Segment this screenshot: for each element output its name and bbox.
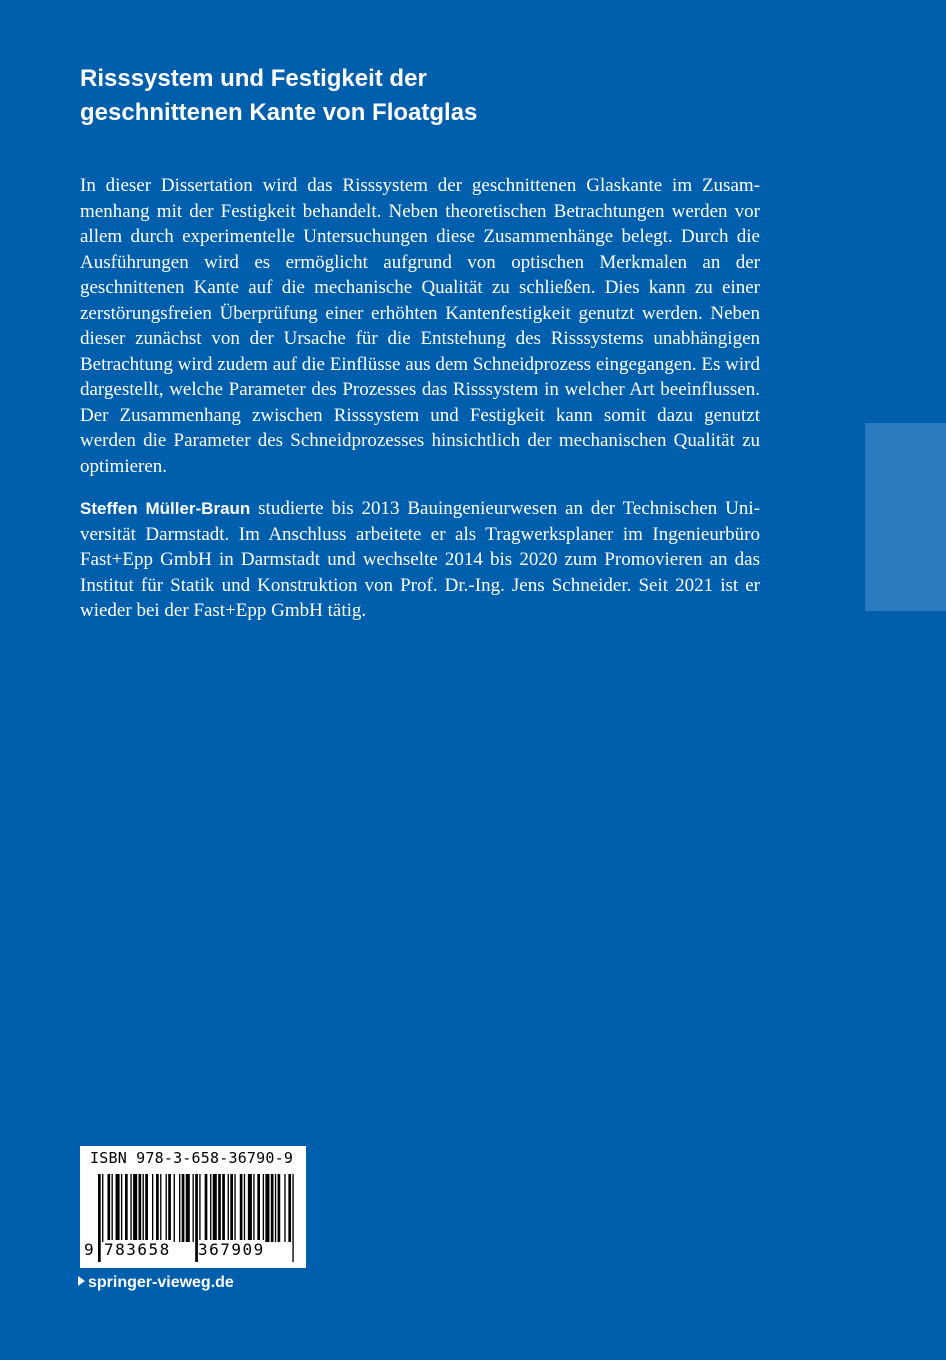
- barcode-bar: [244, 1174, 245, 1242]
- barcode-bar: [234, 1174, 235, 1242]
- barcode-digits-right: 367909: [198, 1240, 265, 1259]
- barcode-bar: [263, 1174, 264, 1242]
- barcode-bar: [193, 1174, 194, 1242]
- barcode-bar: [257, 1174, 260, 1242]
- barcode-bar: [166, 1174, 167, 1242]
- barcode-bar: [240, 1174, 243, 1242]
- barcode-bar: [143, 1174, 144, 1242]
- barcode-bar: [213, 1174, 217, 1242]
- barcode-bar: [182, 1174, 185, 1242]
- isbn-barcode: [80, 1146, 306, 1268]
- author-bio: [80, 496, 760, 624]
- publisher-website-text: springer-vieweg.de: [88, 1274, 234, 1291]
- barcode-bar: [156, 1174, 159, 1242]
- barcode-bar: [218, 1174, 221, 1242]
- barcode-bar: [116, 1174, 120, 1242]
- barcode-bar: [179, 1174, 180, 1242]
- publisher-website[interactable]: [78, 1274, 234, 1292]
- barcode-bar: [265, 1174, 269, 1242]
- barcode-bar: [139, 1174, 142, 1242]
- barcode-bar: [199, 1174, 200, 1242]
- barcode-bar: [205, 1174, 208, 1242]
- author-bio-text: studierte bis 2013 Bauingenieurwesen an der Technischen Universität Darmstadt. Im Anschluss arbeitete er als Tragwerksplaner im Ingenieurbüro Fast+Epp GmbH in Darmstadt und wechselte 2014 bis 2020 zum Promovieren an das Institut für Statik und Konstruktion von Prof. Dr.-Ing. Jens Schneider. Seit 2021 ist er wieder bei der Fast+Epp GmbH tätig.: [80, 498, 760, 621]
- barcode-bar: [168, 1174, 171, 1242]
- barcode-bar: [152, 1174, 153, 1242]
- barcode-bar: [292, 1174, 293, 1262]
- barcode-bar: [230, 1174, 233, 1242]
- barcode-bar: [288, 1174, 291, 1242]
- isbn-label: ISBN 978-3-658-36790-9: [90, 1149, 294, 1167]
- barcode-bar: [130, 1174, 131, 1242]
- barcode-bar: [121, 1174, 122, 1242]
- barcode-bar: [107, 1174, 110, 1242]
- author-name: Steffen Müller-Braun: [80, 499, 251, 518]
- barcode-bar: [248, 1174, 252, 1242]
- barcode-bar: [125, 1174, 128, 1242]
- barcode-bar: [210, 1174, 211, 1242]
- book-title: [80, 62, 640, 130]
- barcode-bar: [271, 1174, 274, 1242]
- arrow-right-icon: [78, 1276, 85, 1286]
- side-color-tab: [865, 423, 946, 611]
- barcode-bar: [278, 1174, 281, 1242]
- barcode-bar: [284, 1174, 285, 1242]
- barcode-bar: [160, 1174, 161, 1242]
- barcode-bar: [98, 1174, 101, 1262]
- barcode-digits-left: 783658: [104, 1240, 171, 1259]
- book-title-line-2: geschnittenen Kante von Floatglas: [80, 99, 478, 126]
- barcode-bar: [174, 1174, 175, 1242]
- barcode-digit-first: 9: [84, 1240, 94, 1259]
- barcode-bar: [222, 1174, 225, 1242]
- book-title-line-1: Risssystem und Festigkeit der: [80, 65, 427, 92]
- barcode-bar: [186, 1174, 190, 1242]
- barcode-bar: [112, 1174, 113, 1242]
- barcode-bar: [133, 1174, 137, 1242]
- abstract-paragraph: In dieser Dissertation wird das Risssystem der geschnittenen Glaskante im Zusammenhang mit der Festigkeit behandelt. Neben theoretischen Betrachtungen werden vor allem durch experimentelle Untersuchungen diese Zusammenhänge belegt. Durch die Ausführungen wird es ermöglicht aufgrund von optischen Merkmalen an der geschnittenen Kante auf die mechanische Qualität zu schließen. Dies kann zu einer zerstörungsfreien Überprüfung einer erhöhten Kantenfestigkeit genutzt werden. Neben dieser zunächst von der Ursache für die Entstehung des Risssystems unabhängigen Betrachtung wird zudem auf die Einflüsse aus dem Schneidprozess eingegangen. Es wird dargestellt, welche Parameter des Prozesses das Risssystem in welcher Art beeinflussen. Der Zusammenhang zwischen Risssystem und Festigkeit kann somit dazu genutzt werden die Parameter des Schneidprozesses hinsichtlich der mechanischen Qualität zu optimieren.: [80, 175, 760, 477]
- barcode-bar: [145, 1174, 148, 1242]
- barcode-bar: [253, 1174, 254, 1242]
- barcode-bar: [102, 1174, 103, 1242]
- barcode-bar: [275, 1174, 276, 1242]
- barcode-bar: [228, 1174, 229, 1242]
